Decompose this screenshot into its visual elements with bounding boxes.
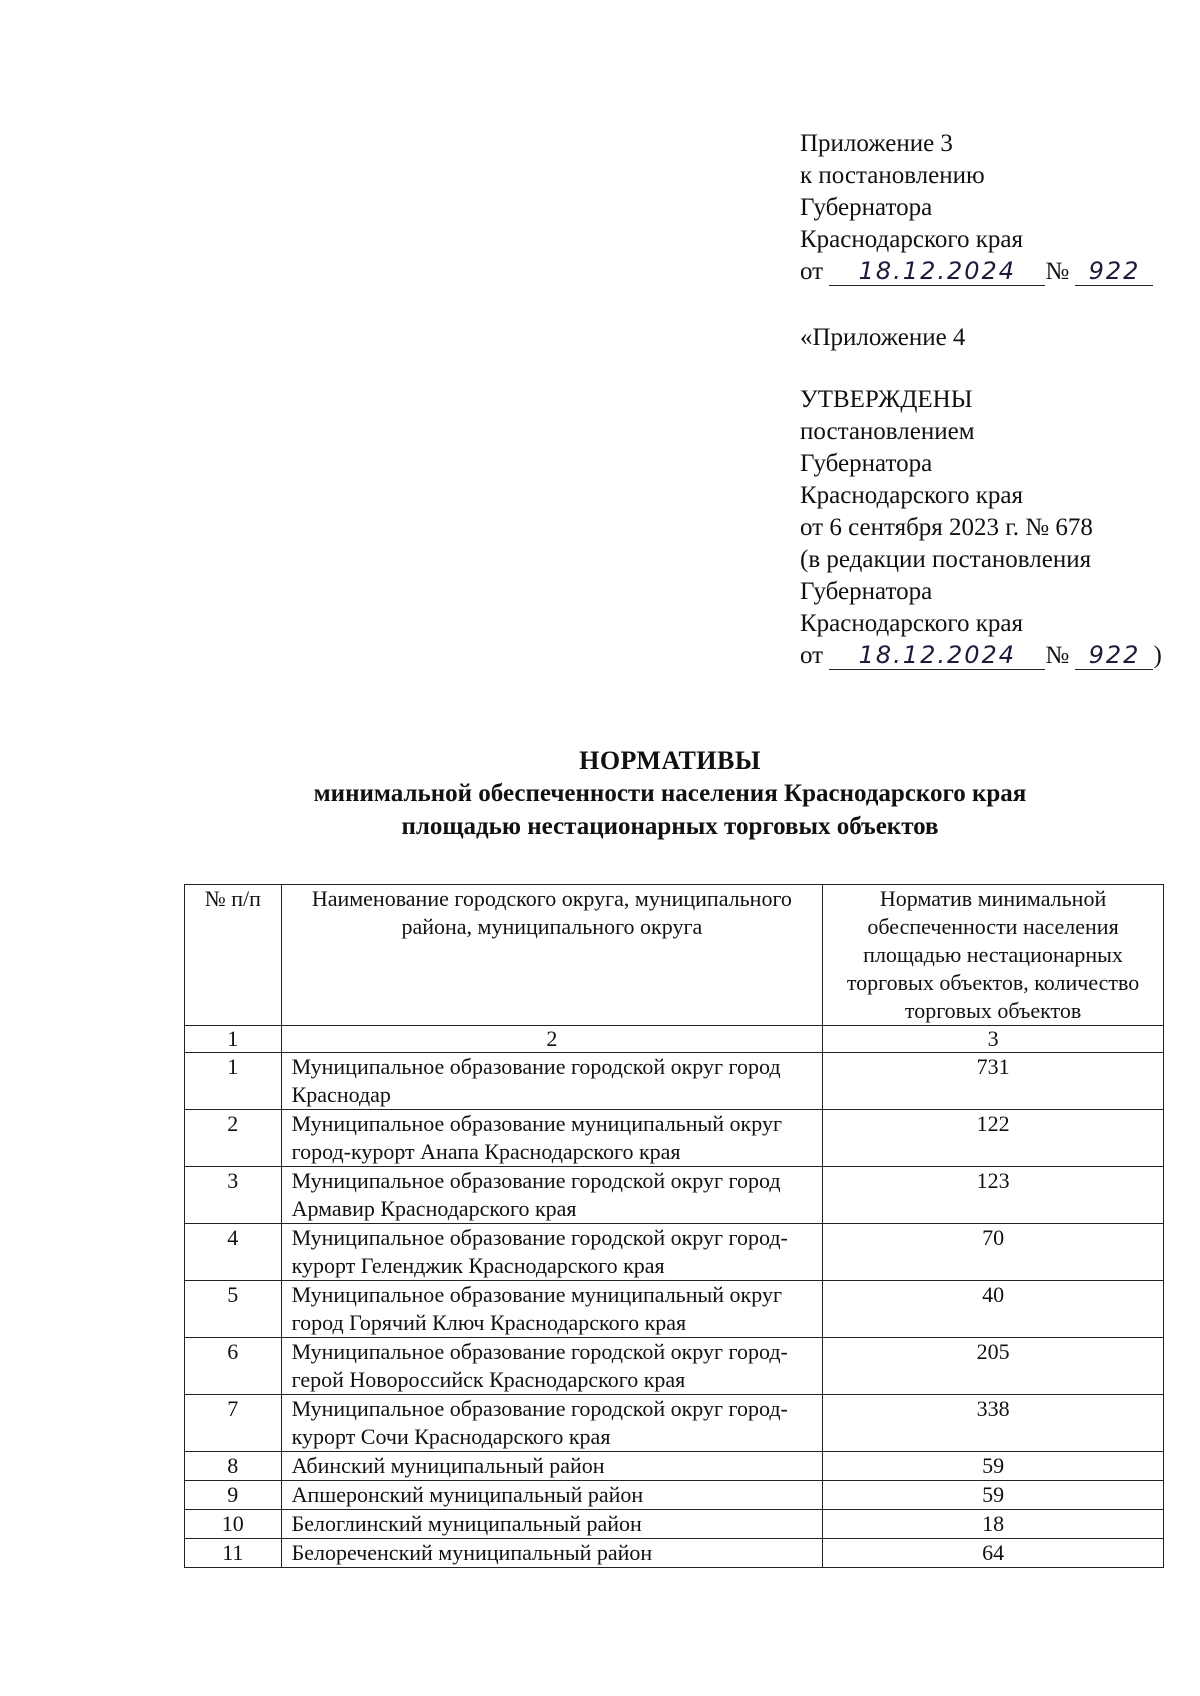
row-value: 40 [823,1281,1164,1338]
column-number: 1 [185,1026,282,1053]
approval-date-line [800,640,1180,672]
appendix-line: к постановлению [800,162,985,189]
row-name: Муниципальное образование городской округ город Краснодар [281,1053,823,1110]
header-number: № п/п [185,885,282,1026]
approval-line: Губернатора [800,578,933,605]
handwritten-date: 18.12.2024 [829,257,1045,286]
row-name: Белореченский муниципальный район [281,1539,823,1568]
table-row [185,1110,1164,1167]
appendix-4-label: «Приложение 4 [800,324,966,351]
closing-paren: ) [1153,642,1162,669]
title-main: НОРМАТИВЫ [579,746,761,775]
row-value: 205 [823,1338,1164,1395]
row-name: Белоглинский муниципальный район [281,1510,823,1539]
date-prefix: от [800,642,824,669]
handwritten-number: 922 [1075,257,1153,286]
row-number: 6 [185,1338,282,1395]
row-value: 338 [823,1395,1164,1452]
table-row [185,1281,1164,1338]
title-line: площадью нестационарных торговых объектов [401,813,939,840]
approval-line: (в редакции постановления [800,546,1092,573]
appendix-header [800,128,1180,672]
table-row [185,1481,1164,1510]
row-number: 5 [185,1281,282,1338]
row-number: 4 [185,1224,282,1281]
handwritten-date: 18.12.2024 [829,641,1045,670]
number-sign: № [1045,642,1070,669]
row-number: 3 [185,1167,282,1224]
table-row [185,1452,1164,1481]
row-number: 11 [185,1539,282,1568]
number-sign: № [1045,258,1070,285]
handwritten-number: 922 [1075,641,1153,670]
table-row [185,1510,1164,1539]
column-number: 2 [281,1026,823,1053]
table-row [185,1539,1164,1568]
approval-line: Краснодарского края [800,610,1023,637]
row-value: 731 [823,1053,1164,1110]
norms-table [184,884,1164,1568]
date-prefix: от [800,258,824,285]
row-value: 59 [823,1481,1164,1510]
row-name: Муниципальное образование городской округ город-курорт Сочи Краснодарского края [281,1395,823,1452]
column-number-row [185,1026,1164,1053]
row-value: 122 [823,1110,1164,1167]
table-row [185,1338,1164,1395]
column-number: 3 [823,1026,1164,1053]
row-name: Муниципальное образование городской округ город Армавир Краснодарского края [281,1167,823,1224]
row-name: Апшеронский муниципальный район [281,1481,823,1510]
row-name: Абинский муниципальный район [281,1452,823,1481]
row-number: 1 [185,1053,282,1110]
row-value: 123 [823,1167,1164,1224]
appendix-line: Приложение 3 [800,130,953,157]
row-number: 9 [185,1481,282,1510]
header-name: Наименование городского округа, муниципального района, муниципального округа [281,885,823,1026]
row-name: Муниципальное образование муниципальный округ город-курорт Анапа Краснодарского края [281,1110,823,1167]
document-title [180,744,1160,843]
appendix-line: Губернатора [800,194,933,221]
approval-line: от 6 сентября 2023 г. № 678 [800,514,1093,541]
appendix-line: Краснодарского края [800,226,1023,253]
row-value: 59 [823,1452,1164,1481]
table-header-row [185,885,1164,1026]
appendix-date-line [800,256,1180,288]
row-value: 18 [823,1510,1164,1539]
table-row [185,1053,1164,1110]
approval-line: Краснодарского края [800,482,1023,509]
approval-line: постановлением [800,418,975,445]
row-number: 10 [185,1510,282,1539]
title-line: минимальной обеспеченности населения Краснодарского края [313,780,1027,807]
table-row [185,1224,1164,1281]
row-name: Муниципальное образование муниципальный округ город Горячий Ключ Краснодарского края [281,1281,823,1338]
row-value: 64 [823,1539,1164,1568]
row-name: Муниципальное образование городской округ город-герой Новороссийск Краснодарского края [281,1338,823,1395]
table-row [185,1167,1164,1224]
row-number: 8 [185,1452,282,1481]
approved-label: УТВЕРЖДЕНЫ [800,386,973,413]
row-name: Муниципальное образование городской округ город-курорт Геленджик Краснодарского края [281,1224,823,1281]
row-value: 70 [823,1224,1164,1281]
row-number: 2 [185,1110,282,1167]
header-norm: Норматив минимальной обеспеченности населения площадью нестационарных торговых объектов, количество торговых объектов [823,885,1164,1026]
approval-line: Губернатора [800,450,933,477]
table-row [185,1395,1164,1452]
row-number: 7 [185,1395,282,1452]
